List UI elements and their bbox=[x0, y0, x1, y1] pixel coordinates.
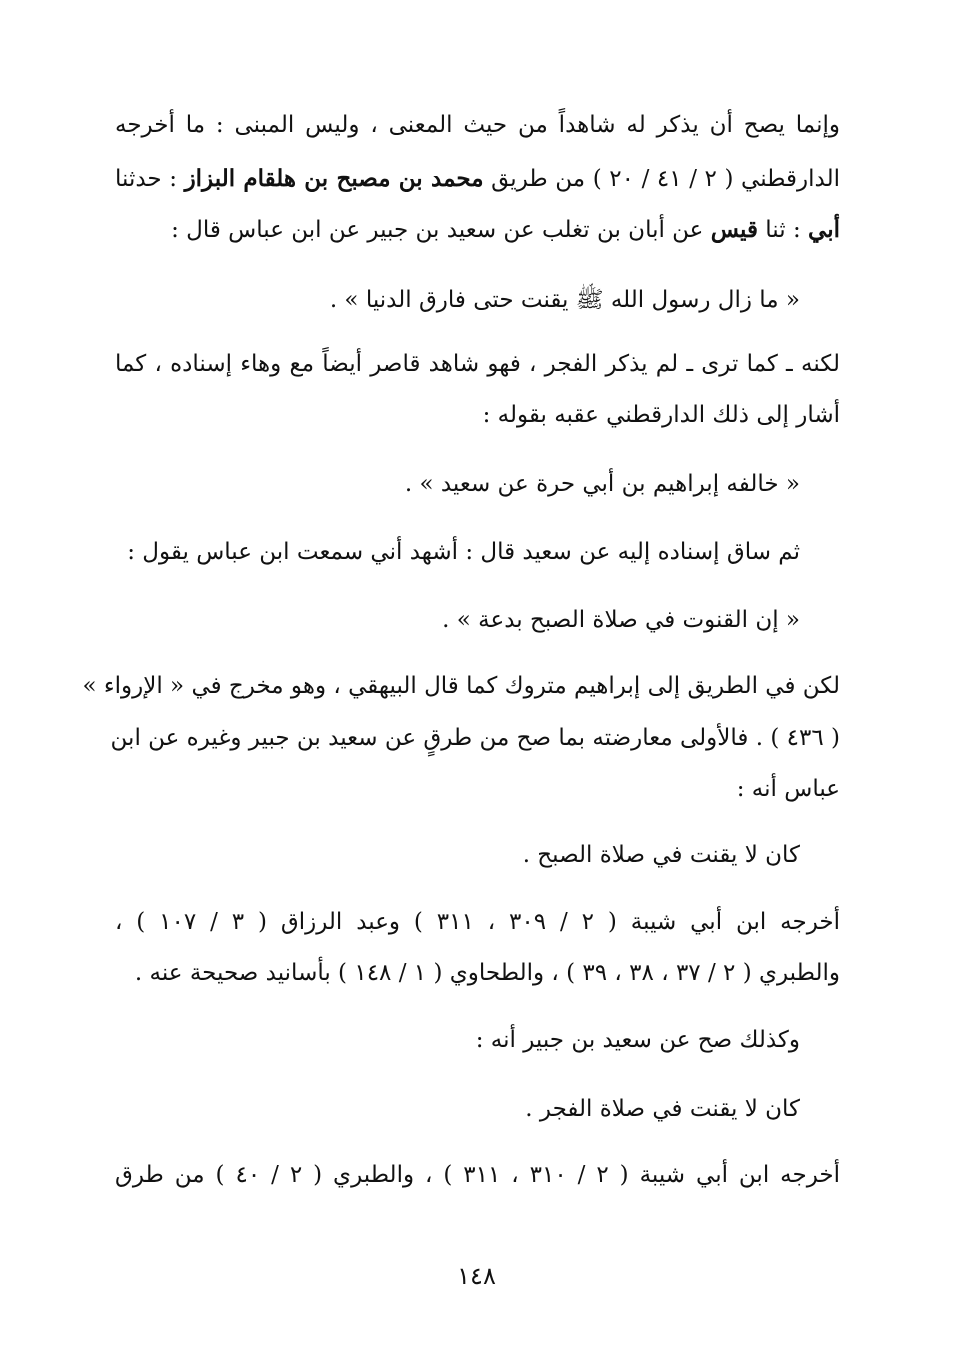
text-line: أخرجه ابن أبي شيبة ( ٢ / ٣١٠ ، ٣١١ ) ، والطبري ( ٢ / ٤٠ ) من طرق bbox=[115, 1162, 841, 1188]
text-line: لكنه ـ كما ترى ـ لم يذكر الفجر ، فهو شاهد قاصر أيضاً مع وهاء إسناده ، كما bbox=[115, 351, 840, 377]
text-line: ( ٤٣٦ ) . فالأولى معارضته بما صح من طرقٍ عن سعيد بن جبير وغيره عن ابن bbox=[110, 725, 840, 751]
text-line bbox=[171, 213, 840, 247]
text-line: عباس أنه : bbox=[736, 776, 840, 802]
page-number: ١٤٨ bbox=[457, 1262, 496, 1290]
text-line bbox=[115, 162, 840, 196]
text-run: : حدثنا bbox=[115, 166, 185, 192]
text-line: والطبري ( ٢ / ٣٧ ، ٣٨ ، ٣٩ ) ، والطحاوي ( ١ / ١٤٨ ) بأسانيد صحيحة عنه . bbox=[134, 960, 840, 986]
narrator-name-bold: أبي bbox=[808, 216, 840, 243]
text-line: أشار إلى ذلك الدارقطني عقبه بقوله : bbox=[482, 402, 840, 428]
text-line: ثم ساق إسناده إليه عن سعيد قال : أشهد أني سمعت ابن عباس يقول : bbox=[127, 539, 800, 565]
quote-line: « إن القنوت في صلاة الصبح بدعة » . bbox=[442, 607, 800, 633]
text-line: أخرجه ابن أبي شيبة ( ٢ / ٣٠٩ ، ٣١١ ) وعبد الرزاق ( ٣ / ١٠٧ ) ، bbox=[115, 909, 840, 935]
text-line: وكذلك صح عن سعيد بن جبير أنه : bbox=[475, 1027, 800, 1053]
text-line: لكن في الطريق إلى إبراهيم متروك كما قال البيهقي ، وهو مخرج في « الإرواء » bbox=[82, 673, 840, 699]
quote-line: كان لا يقنت في صلاة الفجر . bbox=[525, 1096, 800, 1122]
quote-line: « خالفه إبراهيم بن أبي حرة عن سعيد » . bbox=[404, 471, 800, 497]
text-run: عن أبان بن تغلب عن سعيد بن جبير عن ابن عباس قال : bbox=[171, 217, 711, 243]
text-run: الدارقطني ( ٢ / ٤١ / ٢٠ ) من طريق bbox=[483, 166, 840, 192]
narrator-name-bold: قيس bbox=[710, 216, 758, 243]
quote-line: كان لا يقنت في صلاة الصبح . bbox=[522, 842, 800, 868]
text-line: وإنما يصح أن يذكر له شاهداً من حيث المعنى ، وليس المبنى : ما أخرجه bbox=[115, 112, 840, 138]
text-run: : ثنا bbox=[757, 217, 809, 243]
narrator-name-bold: محمد بن مصبح بن هلقام البزاز bbox=[184, 165, 484, 192]
quote-line: « ما زال رسول الله ﷺ يقنت حتى فارق الدنيا » . bbox=[329, 287, 800, 313]
